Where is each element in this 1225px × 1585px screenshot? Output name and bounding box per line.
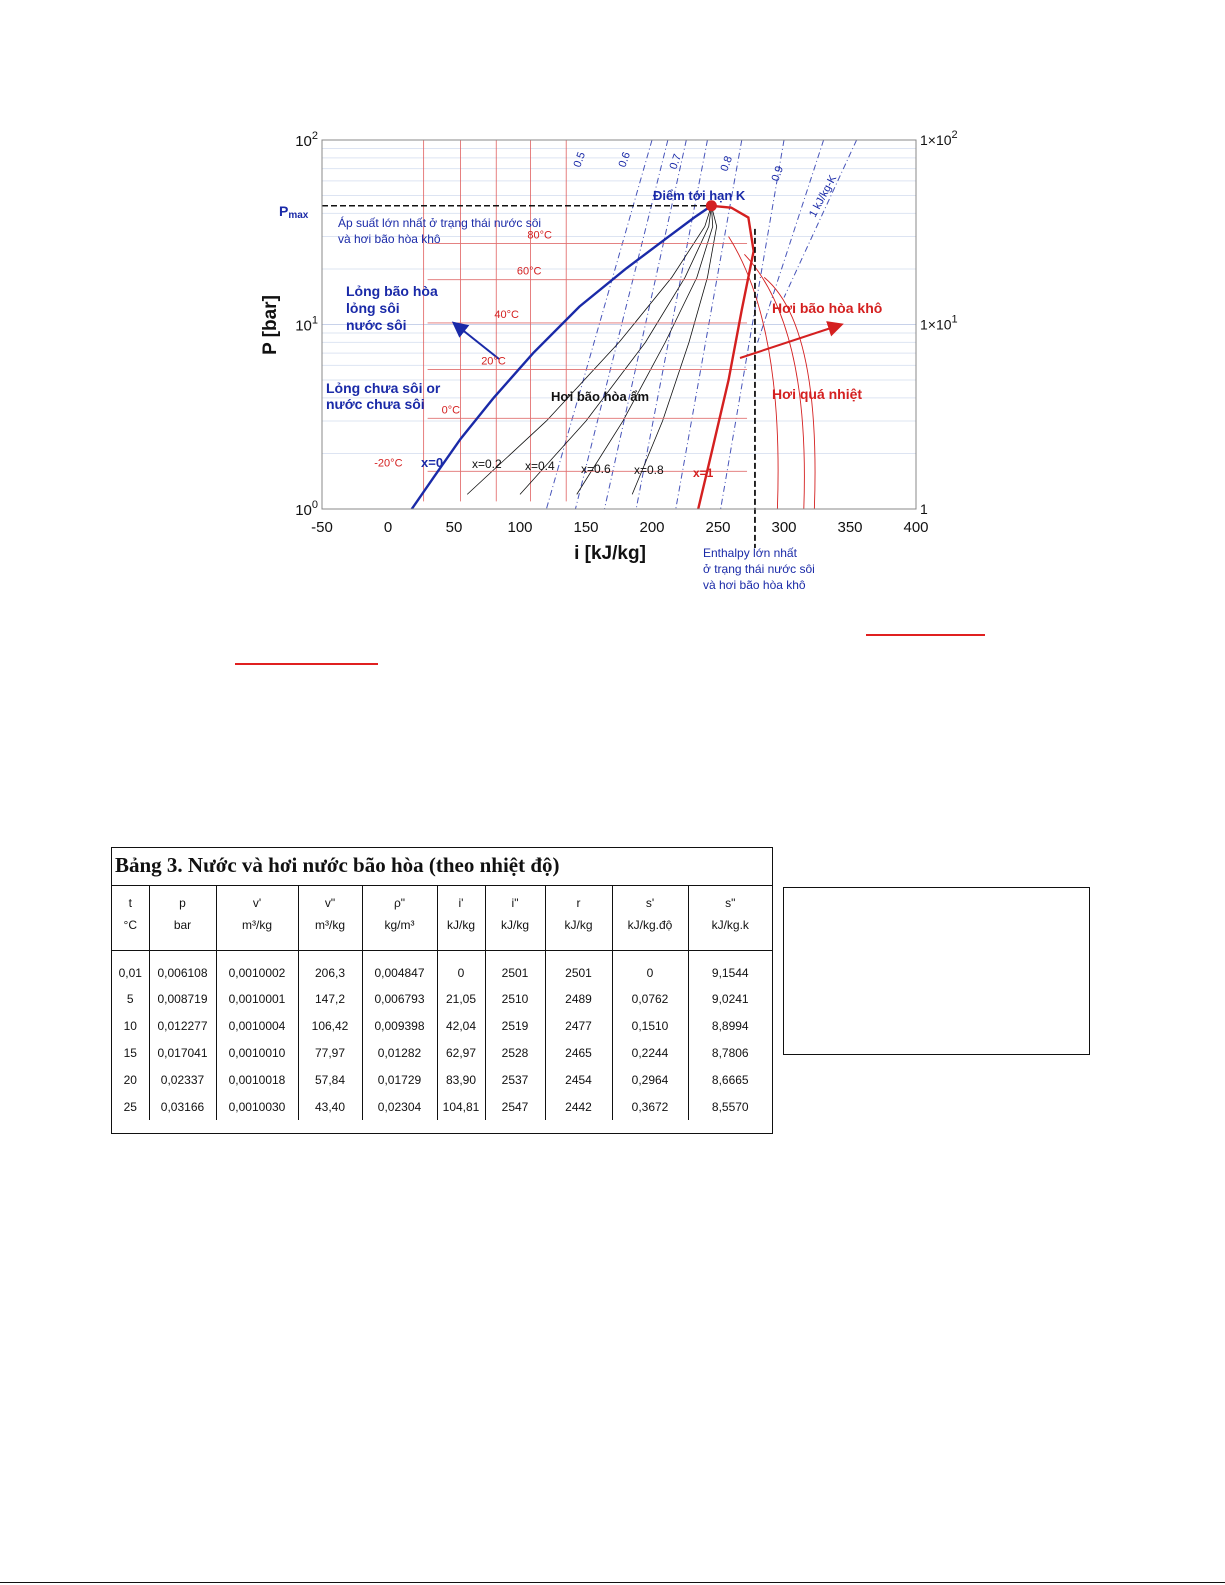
subcooled-line2: nước chưa sôi — [326, 396, 425, 412]
table-cell: 20 — [123, 1072, 137, 1087]
column-header: i" kJ/kg — [485, 886, 545, 951]
x-tick-label: 250 — [705, 519, 731, 536]
table-cell: 0,2964 — [612, 1066, 688, 1093]
table-row — [112, 1039, 772, 1066]
entropy-label: 0.5 — [571, 150, 589, 170]
isotherm-label: 0°C — [441, 404, 461, 417]
quality-label: x=0.4 — [525, 459, 555, 473]
chart-curves — [322, 200, 840, 548]
entropy-label: 0.6 — [616, 150, 634, 170]
table-cell: 0,01282 — [362, 1039, 437, 1066]
entropy-label: 1 kJ/kg-K — [807, 173, 840, 220]
saturated-liquid-arrow — [455, 324, 499, 359]
dry-vapor-label: Hơi bão hòa khô — [772, 300, 883, 316]
saturated-liquid-line3: nước sôi — [346, 317, 407, 333]
table-cell: 57,84 — [298, 1066, 362, 1093]
isotherm-label: 40°C — [494, 308, 519, 321]
table-cell: 2501 — [545, 951, 612, 986]
table-cell: 2501 — [485, 951, 545, 986]
table-cell: 0,3672 — [612, 1093, 688, 1120]
x-tick-label: 200 — [639, 519, 665, 536]
table-cell: 0,006108 — [149, 951, 216, 986]
table-cell: 8,5570 — [688, 1093, 772, 1120]
y-tick-label-right: $1\times 10^1$ — [920, 313, 958, 333]
pmax-note-line1: Áp suất lớn nhất ở trạng thái nước sôi — [338, 216, 542, 230]
table-cell: 0,0010018 — [216, 1066, 298, 1093]
table-cell: 2528 — [485, 1039, 545, 1066]
y-tick-label-right: 1 — [920, 501, 928, 517]
table-cell: 147,2 — [298, 985, 362, 1012]
table-cell: 2465 — [545, 1039, 612, 1066]
table-cell: 0 — [437, 951, 485, 986]
table-cell: 0,2244 — [612, 1039, 688, 1066]
table-cell: 2537 — [485, 1066, 545, 1093]
table-cell: 206,3 — [298, 951, 362, 986]
table-cell: 0,03166 — [149, 1093, 216, 1120]
table-cell: 0,0010010 — [216, 1039, 298, 1066]
x-tick-label: 100 — [507, 519, 533, 536]
hmax-note-line2: ở trạng thái nước sôi — [703, 562, 815, 576]
table-cell: 2547 — [485, 1093, 545, 1120]
quality-line — [467, 206, 711, 495]
column-header: r kJ/kg — [545, 886, 612, 951]
table-cell: 77,97 — [298, 1039, 362, 1066]
table-cell: 15 — [123, 1045, 137, 1060]
table-row — [112, 951, 772, 986]
entropy-label: 0.8 — [718, 154, 736, 174]
table-cell: 0,01 — [118, 966, 142, 980]
superheated-label: Hơi quá nhiệt — [772, 386, 863, 402]
table-cell: 0,004847 — [362, 951, 437, 986]
column-header: p bar — [149, 886, 216, 951]
quality-label: x=0.8 — [634, 463, 664, 477]
table-cell: 43,40 — [298, 1093, 362, 1120]
table-cell: 2519 — [485, 1012, 545, 1039]
table-cell: 2489 — [545, 985, 612, 1012]
column-header: v" m³/kg — [298, 886, 362, 951]
link-underline[interactable] — [235, 663, 378, 665]
y-tick-label-right: $1\times 10^2$ — [920, 129, 958, 148]
table-cell: 21,05 — [437, 985, 485, 1012]
entropy-label: 0.7 — [667, 152, 685, 172]
empty-note-box — [783, 887, 1090, 1055]
table-cell: 0,0010001 — [216, 985, 298, 1012]
table-cell: 0,008719 — [149, 985, 216, 1012]
column-header: i' kJ/kg — [437, 886, 485, 951]
table-cell: 106,42 — [298, 1012, 362, 1039]
table-row — [112, 1012, 772, 1039]
table-header-row — [112, 886, 772, 951]
table-cell: 2442 — [545, 1093, 612, 1120]
table-cell: 0,017041 — [149, 1039, 216, 1066]
isotherm-label: 20°C — [481, 355, 506, 368]
table-cell: 0,01729 — [362, 1066, 437, 1093]
isentrope-line — [784, 140, 857, 298]
table-row — [112, 1066, 772, 1093]
table-cell: 0,0762 — [612, 985, 688, 1012]
table-cell: 5 — [126, 991, 134, 1006]
table-cell: 25 — [123, 1099, 137, 1114]
y-tick-label: $10^1$ — [295, 314, 318, 335]
column-header: v' m³/kg — [216, 886, 298, 951]
table-cell: 62,97 — [437, 1039, 485, 1066]
table-cell: 0,0010002 — [216, 951, 298, 986]
subcooled-line1: Lỏng chưa sôi or — [326, 380, 441, 396]
quality-label: x=0.6 — [581, 462, 611, 476]
table-cell: 0,0010030 — [216, 1093, 298, 1120]
table-row — [112, 985, 772, 1012]
saturated-liquid-line1: Lỏng bão hòa — [346, 283, 438, 299]
isotherm-label: 60°C — [516, 265, 542, 278]
x-axis-label: i [kJ/kg] — [574, 543, 646, 564]
link-underline[interactable] — [866, 634, 985, 636]
table-cell: 2477 — [545, 1012, 612, 1039]
x-tick-label: 350 — [837, 519, 863, 536]
pmax-label: Pmax — [279, 203, 309, 221]
x-tick-label: 300 — [771, 519, 797, 536]
isotherm-label: -20°C — [374, 457, 403, 470]
table-title: Bảng 3. Nước và hơi nước bão hòa (theo nhiệt độ) — [112, 848, 772, 886]
table-cell: 9,0241 — [688, 985, 772, 1012]
saturated-liquid-line — [412, 206, 712, 509]
column-header: t °C — [112, 886, 149, 951]
x1-label: x=1 — [693, 466, 714, 480]
table-cell: 0,006793 — [362, 985, 437, 1012]
table-cell: 104,81 — [437, 1093, 485, 1120]
x-tick-label: 150 — [573, 519, 599, 536]
table-cell: 0,02304 — [362, 1093, 437, 1120]
x0-label: x=0 — [421, 455, 444, 470]
saturated-vapor-line — [698, 206, 753, 509]
column-header: s" kJ/kg.k — [688, 886, 772, 951]
column-header: s' kJ/kg.độ — [612, 886, 688, 951]
page-bottom-rule — [0, 1582, 1225, 1583]
table-cell: 0,0010004 — [216, 1012, 298, 1039]
y-axis-label: P [bar] — [260, 295, 281, 355]
table-cell: 83,90 — [437, 1066, 485, 1093]
x-tick-label: -50 — [311, 519, 333, 536]
column-header: ρ" kg/m³ — [362, 886, 437, 951]
table-cell: 9,1544 — [688, 951, 772, 986]
table-cell: 0,1510 — [612, 1012, 688, 1039]
superheat-isotherm — [744, 254, 804, 509]
table-cell: 2454 — [545, 1066, 612, 1093]
table-cell: 8,6665 — [688, 1066, 772, 1093]
y-tick-label: $10^0$ — [295, 499, 318, 519]
table-cell: 0,012277 — [149, 1012, 216, 1039]
table-cell: 8,7806 — [688, 1039, 772, 1066]
table-cell: 42,04 — [437, 1012, 485, 1039]
wet-vapor-label: Hơi bão hòa ẩm — [551, 389, 650, 404]
table-cell: 10 — [123, 1018, 137, 1033]
table-row — [112, 1093, 772, 1120]
table-cell: 0,009398 — [362, 1012, 437, 1039]
quality-line — [577, 206, 713, 495]
pmax-note-line2: và hơi bão hòa khô — [338, 232, 441, 246]
critical-point-label: Điểm tới hạn K — [653, 188, 746, 203]
y-tick-label: $10^2$ — [295, 130, 318, 150]
entropy-label: 0.9 — [769, 164, 787, 184]
quality-line — [520, 206, 711, 495]
table-cell: 0 — [612, 951, 688, 986]
x-tick-label: 0 — [383, 519, 393, 536]
hmax-note-line1: Enthalpy lớn nhất — [703, 546, 797, 560]
x-tick-label: 50 — [445, 519, 463, 536]
table-cell: 8,8994 — [688, 1012, 772, 1039]
saturated-steam-table — [111, 847, 773, 1134]
steam-table-grid — [112, 886, 772, 1120]
quality-label: x=0.2 — [472, 457, 502, 471]
saturated-liquid-line2: lỏng sôi — [346, 300, 400, 316]
superheat-isotherm — [729, 236, 779, 509]
table-cell: 0,02337 — [149, 1066, 216, 1093]
x-tick-label: 400 — [903, 519, 929, 536]
table-cell: 2510 — [485, 985, 545, 1012]
hmax-note-line3: và hơi bão hòa khô — [703, 578, 806, 592]
isotherm-label: 80°C — [527, 229, 552, 242]
p-i-chart — [0, 0, 1225, 640]
